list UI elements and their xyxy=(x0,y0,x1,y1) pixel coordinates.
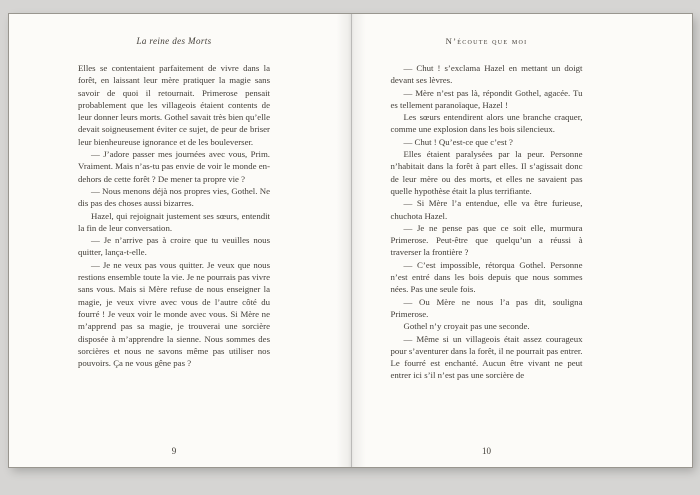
paragraph: — Mère n’est pas là, répondit Gothel, agacée. Tu es tellement paranoïaque, Hazel ! xyxy=(390,87,583,110)
paragraph: — J’adore passer mes journées avec vous, Prim. Vraiment. Mais n’as-tu pas envie de voir le monde en-dehors de cette forêt ? De mener ta propre vie ? xyxy=(78,149,270,184)
paragraph: — C’est impossible, rétorqua Gothel. Personne n’est entré dans les bois depuis que nous sommes nées. Pas une seule fois. xyxy=(390,259,583,295)
page-number-left: 9 xyxy=(171,446,177,456)
page-right xyxy=(351,14,693,467)
running-header-right: N’écoute que moi xyxy=(445,36,528,46)
paragraph: — Même si un villageois était assez courageux pour s’aventurer dans la forêt, il ne pourrait pas entrer. Le fourré est enchanté. Aucun être vivant ne peut entrer ici s’il n’est pas une sorcière de xyxy=(390,333,583,381)
page-left-content xyxy=(78,14,270,467)
paragraph: Hazel, qui rejoignait justement ses sœurs, entendit la fin de leur conversation. xyxy=(78,210,270,233)
paragraph: — Ou Mère ne nous l’a pas dit, souligna Primerose. xyxy=(390,296,583,319)
page-right-content xyxy=(391,14,583,467)
paragraph: Gothel n’y croyait pas une seconde. xyxy=(403,321,530,332)
paragraph: — Si Mère l’a entendue, elle va être furieuse, chuchota Hazel. xyxy=(390,198,583,221)
book-spread xyxy=(9,14,692,467)
paragraph: — Chut ! Qu’est-ce que c’est ? xyxy=(403,136,513,147)
paragraph: — Chut ! s’exclama Hazel en mettant un doigt devant ses lèvres. xyxy=(390,63,583,86)
paragraph: Elles se contentaient parfaitement de vivre dans la forêt, en laissant leur mère pratiquer la magie sans savoir de quoi il retournait. Primerose pensait probablement que les villageois étaient contents de leur donner leurs morts. Gothel savait très bien qu’elle devait soigneusement éviter ce sujet, de peur de briser leur bienheureuse ignorance et de les bouleverser. xyxy=(78,63,270,147)
paragraph: — Je ne veux pas vous quitter. Je veux que nous restions ensemble toute la vie. Je ne pourrais pas vivre sans vous. Mais si Mère refuse de nous enseigner la magie, je veux vivre avec vous de l’autre côté du fourré ! Je veux voir le monde avec vous. Si Mère ne m’apprend pas sa magie, je trouverai une sorcière disposée à m’apprendre la sienne. Nous sommes des sorcières et nous ne savons même pas utiliser nos pouvoirs. Ça ne vous gêne pas ? xyxy=(78,259,270,369)
page-body-right xyxy=(391,62,583,382)
paragraph: — Je ne pense pas que ce soit elle, murmura Primerose. Peut-être que quelqu’un a réussi à traverser la frontière ? xyxy=(390,222,583,258)
page-body-left xyxy=(78,62,270,369)
paragraph: Elles étaient paralysées par la peur. Personne n’habitait dans la forêt à part elles. Il s’agissait donc de leur mère ou des morts, et elles ne savaient pas quelle hypothèse était la plus terrifiante. xyxy=(390,149,583,196)
page-number-right: 10 xyxy=(482,446,491,456)
paragraph: Les sœurs entendirent alors une branche craquer, comme une explosion dans les bois silencieux. xyxy=(390,112,583,135)
running-header-left: La reine des Morts xyxy=(136,36,212,46)
page-left xyxy=(9,14,351,467)
paragraph: — Je n’arrive pas à croire que tu veuilles nous quitter, lança-t-elle. xyxy=(78,235,270,258)
paragraph: — Nous menons déjà nos propres vies, Gothel. Ne dis pas des choses aussi bizarres. xyxy=(78,185,270,209)
